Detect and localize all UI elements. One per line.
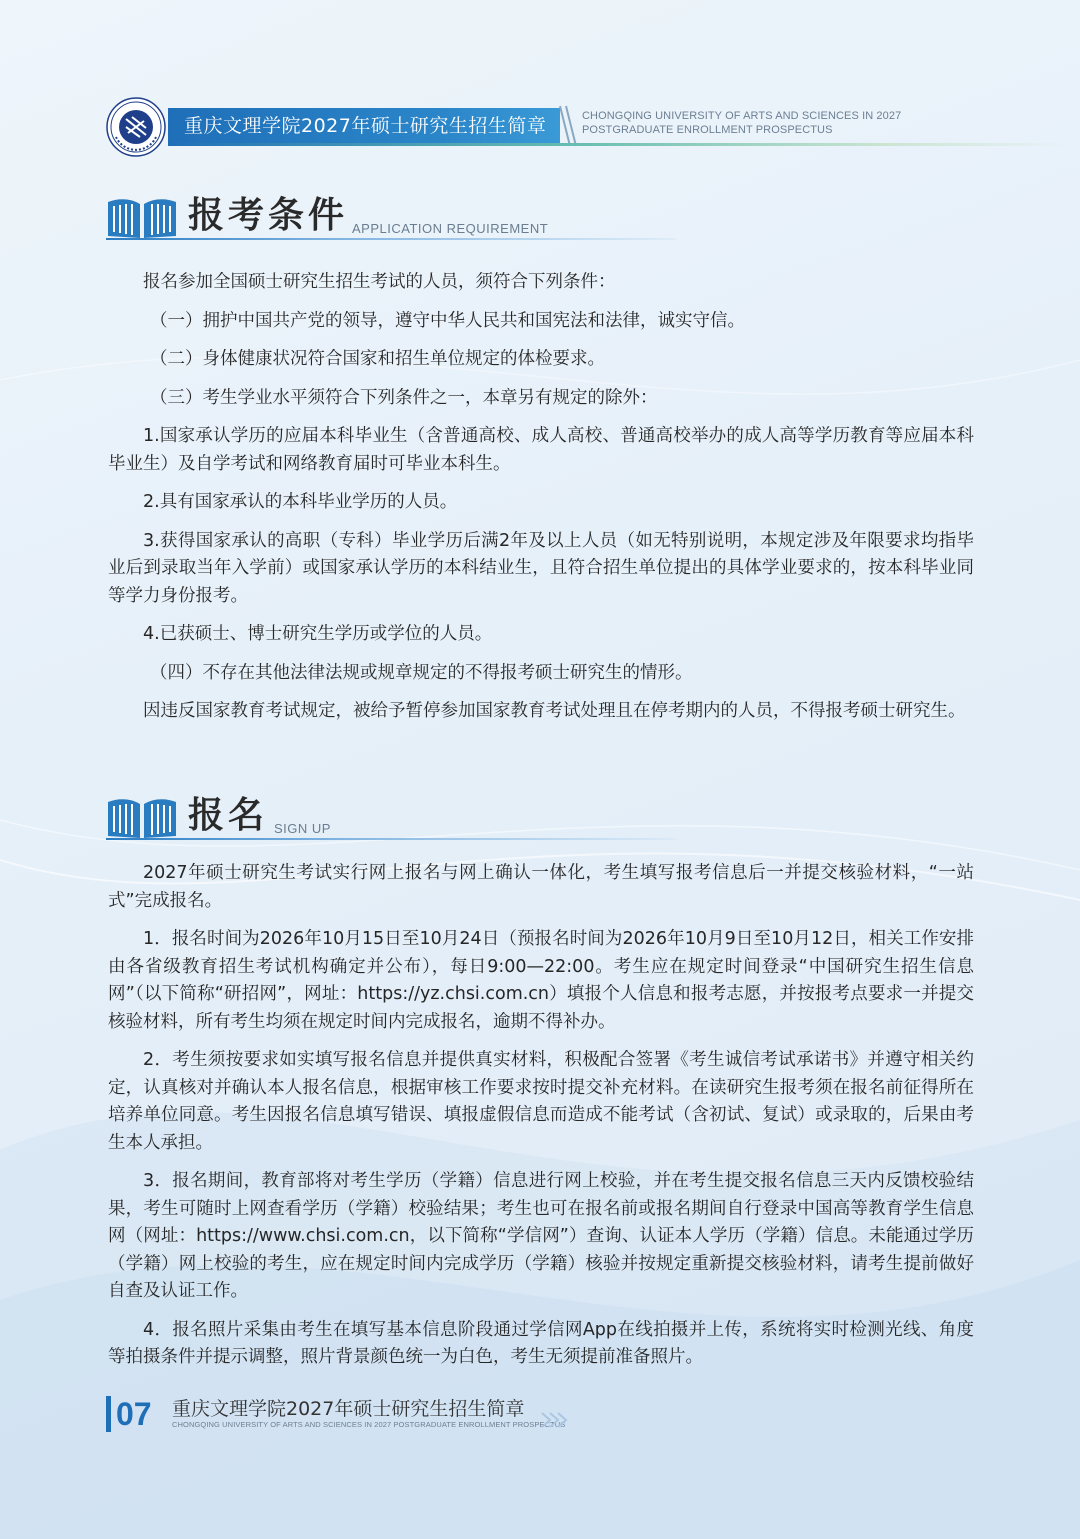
section-en-requirements: APPLICATION REQUIREMENT (352, 221, 549, 236)
paragraph: 因违反国家教育考试规定，被给予暂停参加国家教育考试处理且在停考期内的人员，不得报考硕士研究生。 (143, 701, 966, 721)
signup-text (108, 860, 974, 1383)
header-en-line2: POSTGRADUATE ENROLLMENT PROSPECTUS (582, 124, 833, 136)
footer-accent-bar (106, 1396, 111, 1432)
header-title: 重庆文理学院2027年硕士研究生招生简章 (184, 115, 547, 137)
paragraph: 4.已获硕士、博士研究生学历或学位的人员。 (143, 624, 493, 644)
paragraph: 3.获得国家承认的高职（专科）毕业学历后满2年及以上人员（如无特别说明，本规定涉及年限要求均指毕业后到录取当年入学前）或国家承认学历的本科结业生，且符合招生单位提出的具体学业要求的，按本科毕业同等学力身份报考。 (108, 530, 974, 606)
paragraph: （三）考生学业水平须符合下列条件之一，本章另有规定的除外： (150, 387, 658, 408)
paragraph: 1．报名时间为2026年10月15日至10月24日（预报名时间为2026年10月9日至10月12日，相关工作安排由各省级教育招生考试机构确定并公布），每日9:00—22:00。考生应在规定时间登录“中国研究生招生信息网”（以下简称“研招网”，网址：https://yz.chsi.com.cn）填报个人信息和报考志愿，并按报考点要求一并提交核验材料，所有考生均须在规定时间内完成报名，逾期不得补办。 (108, 929, 974, 1032)
header-en-line1: CHONGQING UNIVERSITY OF ARTS AND SCIENCES IN 2027 (582, 110, 902, 122)
paragraph: 4．报名照片采集由考生在填写基本信息阶段通过学信网App在线拍摄并上传，系统将实时检测光线、角度等拍摄条件并提示调整，照片背景颜色统一为白色，考生无须提前准备照片。 (108, 1319, 974, 1367)
requirements-text (108, 269, 974, 737)
section-underline (106, 838, 676, 840)
section-title-requirements: 报考条件 (188, 195, 349, 236)
section-underline (106, 238, 676, 240)
paragraph: （一）拥护中国共产党的领导，遵守中华人民共和国宪法和法律，诚实守信。 (150, 310, 745, 331)
footer-english-subtitle: CHONGQING UNIVERSITY OF ARTS AND SCIENCES IN 2027 POSTGRADUATE ENROLLMENT PROSPECTUS (172, 1420, 566, 1429)
paragraph: 3．报名期间，教育部将对考生学历（学籍）信息进行网上校验，并在考生提交报名信息三天内反馈校验结果，考生可随时上网查看学历（学籍）校验结果；考生也可在报名前或报名期间自行登录中国高等教育学生信息网（网址：https://www.chsi.com.cn，以下简称“学信网”）查询、认证本人学历（学籍）信息。未能通过学历（学籍）网上校验的考生，应在规定时间内完成学历（学籍）核验并按规定重新提交核验材料，请考生提前做好自查及认证工作。 (108, 1171, 974, 1301)
section-en-signup: SIGN UP (274, 821, 331, 836)
paragraph: 2.具有国家承认的本科毕业学历的人员。 (143, 492, 458, 512)
paragraph: （二）身体健康状况符合国家和招生单位规定的体检要求。 (150, 349, 605, 369)
section-heading-signup (106, 790, 686, 840)
header-underline (168, 143, 1068, 146)
footer-title: 重庆文理学院2027年硕士研究生招生简章 (172, 1398, 525, 1420)
paragraph: 2．考生须按要求如实填写报名信息并提供真实材料，积极配合签署《考生诚信考试承诺书》并遵守相关约定，认真核对并确认本人报名信息，根据审核工作要求按时提交补充材料。在读研究生报考须在报名前征得所在培养单位同意。考生因报名信息填写错误、填报虚假信息而造成不能考试（含初试、复试）或录取的，后果由考生本人承担。 (108, 1050, 974, 1153)
paragraph: 报名参加全国硕士研究生招生考试的人员，须符合下列条件： (143, 272, 616, 292)
chevron-right-icon (540, 1410, 572, 1430)
open-book-icon (106, 194, 178, 240)
header-slash-decoration (556, 104, 582, 148)
section-title-signup: 报名 (188, 795, 269, 836)
paragraph: 1.国家承认学历的应届本科毕业生（含普通高校、成人高校、普通高校举办的成人高等学历教育等应届本科毕业生）及自学考试和网络教育届时可毕业本科生。 (108, 426, 974, 474)
paragraph: 2027年硕士研究生考试实行网上报名与网上确认一体化，考生填写报考信息后一并提交核验材料，“一站式”完成报名。 (108, 863, 974, 911)
open-book-icon (106, 794, 178, 840)
section-heading-requirements (106, 190, 686, 240)
header-title-bar (168, 108, 560, 144)
header-english-subtitle (582, 109, 901, 137)
university-logo (106, 97, 166, 157)
paragraph: （四）不存在其他法律法规或规章规定的不得报考硕士研究生的情形。 (150, 662, 693, 683)
page-number: 07 (116, 1396, 152, 1432)
